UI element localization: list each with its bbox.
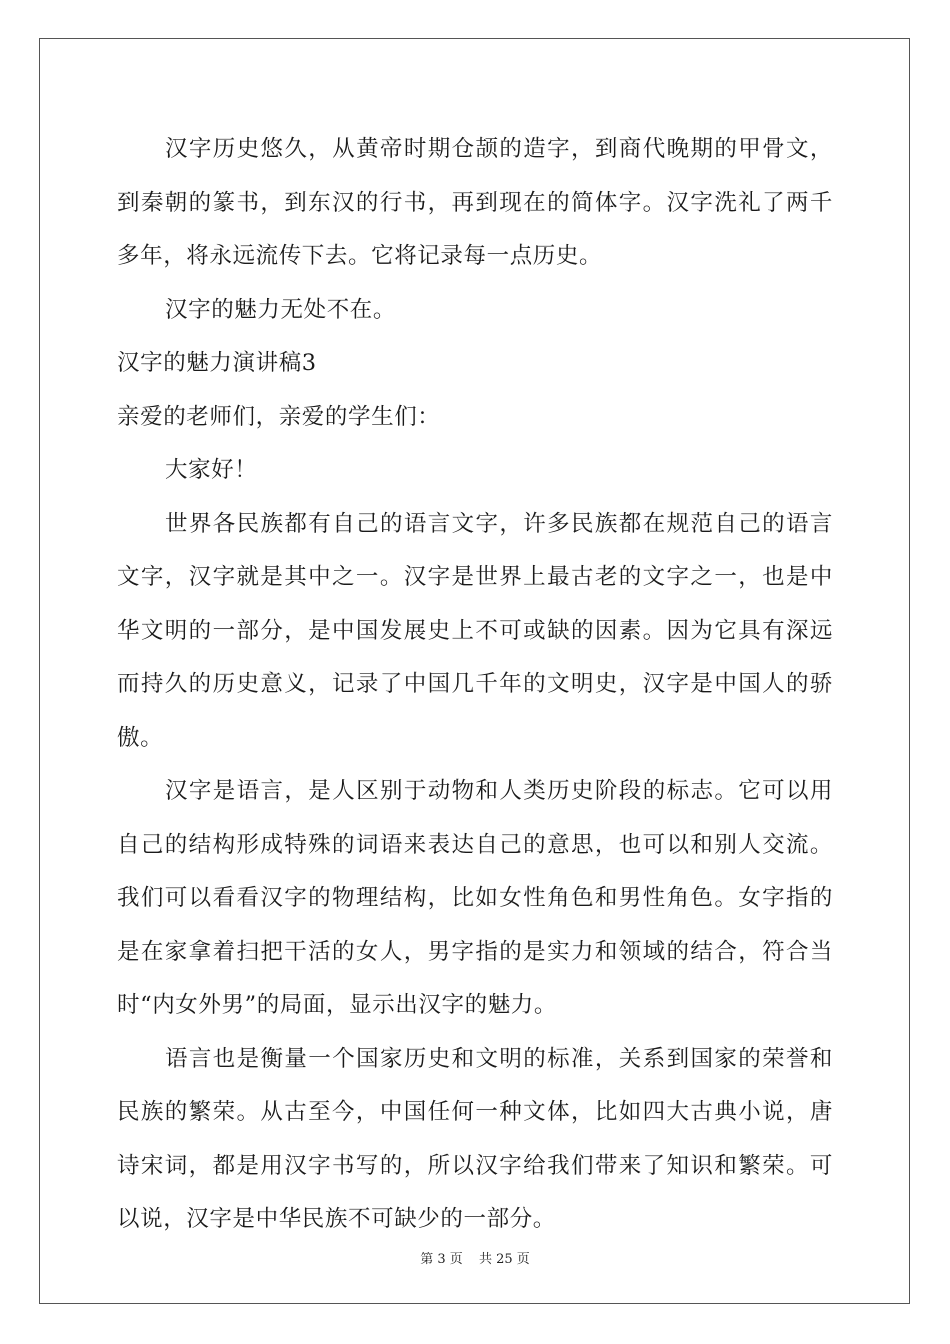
section-title: 汉字的魅力演讲稿3	[117, 350, 317, 376]
text-line: 是在家拿着扫把干活的女人，男字指的是实力和领域的结合，符合当	[117, 938, 833, 965]
page-total: 共 25 页	[478, 1252, 530, 1267]
text-line: 华文明的一部分，是中国发展史上不可或缺的因素。因为它具有深远	[117, 617, 833, 644]
text-line: 傲。	[117, 724, 164, 751]
greeting: 大家好！	[165, 457, 258, 483]
salutation: 亲爱的老师们，亲爱的学生们：	[117, 403, 441, 430]
text-line: 到秦朝的篆书，到东汉的行书，再到现在的简体字。汉字洗礼了两千	[117, 189, 833, 216]
text-line: 而持久的历史意义，记录了中国几千年的文明史，汉字是中国人的骄	[117, 671, 833, 697]
text-line: 我们可以看看汉字的物理结构，比如女性角色和男性角色。女字指的	[117, 885, 833, 911]
text-line: 民族的繁荣。从古至今，中国任何一种文体，比如四大古典小说，唐	[117, 1099, 833, 1125]
page-number: 第 3 页	[420, 1252, 463, 1267]
text-line: 汉字历史悠久，从黄帝时期仓颉的造字，到商代晚期的甲骨文，	[165, 136, 833, 162]
text-line: 时“内女外男”的局面，显示出汉字的魅力。	[117, 992, 558, 1018]
text-line: 诗宋词，都是用汉字书写的，所以汉字给我们带来了知识和繁荣。可	[117, 1152, 833, 1179]
text-line: 世界各民族都有自己的语言文字，许多民族都在规范自己的语言	[165, 510, 833, 537]
text-line: 汉字是语言，是人区别于动物和人类历史阶段的标志。它可以用	[165, 778, 833, 804]
text-line: 汉字的魅力无处不在。	[165, 296, 397, 323]
document-body	[117, 123, 833, 1247]
text-line: 多年，将永远流传下去。它将记录每一点历史。	[117, 243, 603, 269]
page-footer	[0, 1248, 950, 1267]
text-line: 自己的结构形成特殊的词语来表达自己的意思，也可以和别人交流。	[117, 831, 833, 858]
text-line: 文字，汉字就是其中之一。汉字是世界上最古老的文字之一，也是中	[117, 564, 833, 590]
text-line: 以说，汉字是中华民族不可缺少的一部分。	[117, 1206, 556, 1232]
text-line: 语言也是衡量一个国家历史和文明的标准，关系到国家的荣誉和	[165, 1045, 833, 1072]
